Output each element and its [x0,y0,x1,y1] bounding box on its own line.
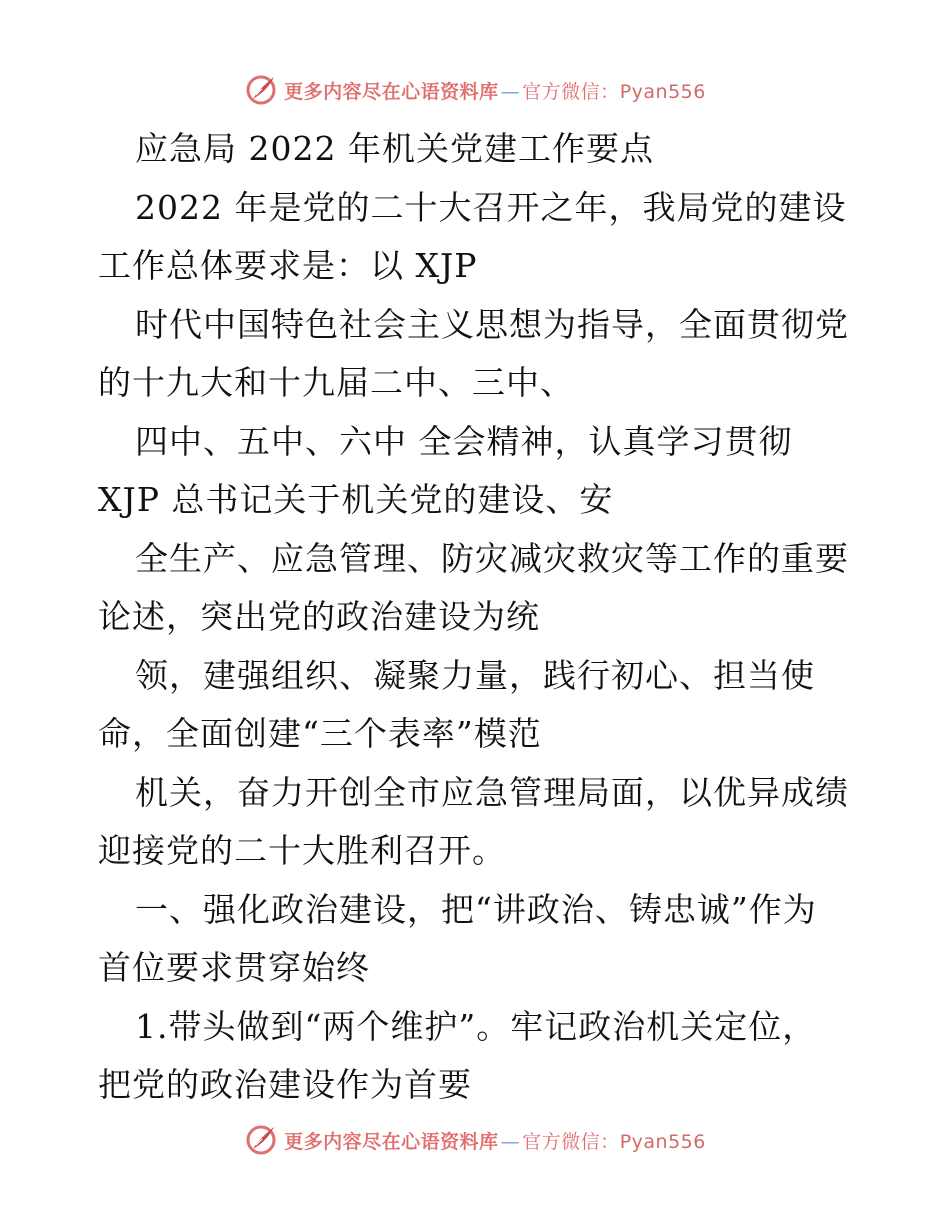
banner-text [284,77,706,104]
document-line: 论述，突出党的政治建设为统 [98,597,540,636]
quill-logo-icon [244,1123,278,1157]
document-line: 把党的政治建设作为首要 [98,1065,472,1104]
document-line: 领，建强组织、凝聚力量，践行初心、担当使 [135,655,815,695]
document-line: 迎接党的二十大胜利召开。 [98,831,506,870]
document-line: 1.带头做到“两个维护”。牢记政治机关定位， [135,1006,817,1046]
banner-sub-text: 官方微信： [522,80,620,103]
document-line: 四中、五中、六中 全会精神，认真学习贯彻 [135,421,793,461]
banner-text [284,1127,706,1154]
banner-wechat-id: Pyan556 [619,80,706,103]
banner-separator: — [500,1130,521,1153]
document-line: 首位要求贯穿始终 [98,948,370,987]
header-watermark-banner [0,70,950,110]
document-line: 2022 年是党的二十大召开之年，我局党的建设 [135,187,847,227]
document-line: 机关，奋力开创全市应急管理局面，以优异成绩 [135,772,849,812]
document-line: 工作总体要求是：以 XJP [98,246,478,285]
document-body [98,120,858,1115]
document-line: 应急局 2022 年机关党建工作要点 [135,129,654,168]
document-line: XJP 总书记关于机关党的建设、安 [98,480,614,519]
document-line: 时代中国特色社会主义思想为指导，全面贯彻党 [135,304,849,344]
document-line: 全生产、应急管理、防灾减灾救灾等工作的重要 [135,538,849,578]
document-line: 命，全面创建“三个表率”模范 [98,714,542,753]
banner-separator: — [500,80,521,103]
banner-main-text: 更多内容尽在心语资料库 [284,1130,499,1153]
banner-main-text: 更多内容尽在心语资料库 [284,80,499,103]
footer-watermark-banner [0,1120,950,1160]
banner-sub-text: 官方微信： [522,1130,620,1153]
document-line: 的十九大和十九届二中、三中、 [98,363,574,402]
banner-wechat-id: Pyan556 [619,1130,706,1153]
quill-logo-icon [244,73,278,107]
document-line: 一、强化政治建设，把“讲政治、铸忠诚”作为 [135,889,817,929]
